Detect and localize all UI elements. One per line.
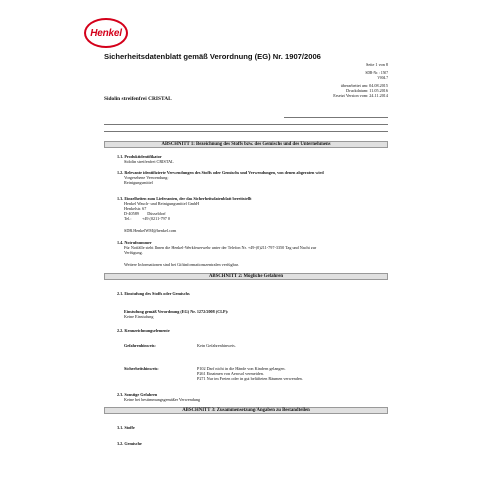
p261-statement: P261 Einatmen von Aerosol vermeiden.	[197, 371, 264, 376]
s13-email: SDB.HenkelWM@henkel.com	[124, 228, 177, 233]
product-name: Sidolin streifenfrei CRISTAL	[104, 96, 172, 102]
signal-value: Kein Gefahrenhinweis.	[197, 343, 236, 348]
henkel-logo	[84, 18, 128, 48]
print-date: Druckdatum: 11.05.2016	[346, 88, 388, 93]
safety-label: Sicherheitshinweis:	[124, 366, 159, 371]
section-2-heading: ABSCHNITT 2: Mögliche Gefahren	[104, 273, 388, 280]
s14-line1: Für Notfälle steht Ihnen die Henkel-Werkfeuerwehr unter der Telefon Nr. +49-(0)211-797-3350 Tag und Nacht zur	[124, 245, 317, 250]
signal-label: Gefahrenhinweis:	[124, 343, 156, 348]
s21-title: 2.1. Einstufung des Stoffs oder Gemischs	[117, 291, 190, 296]
logo-text: Henkel	[90, 27, 122, 39]
s13-line1: Henkel Wasch- und Reinigungsmittel GmbH	[124, 201, 200, 206]
sdb-number: SDB-Nr. : 1507	[365, 71, 388, 75]
s12-line2: Reinigungsmittel	[124, 180, 153, 185]
p271-statement: P271 Nur im Freien oder in gut belüfteten Räumen verwenden.	[197, 376, 303, 381]
s14-line2: Verfügung.	[124, 250, 143, 255]
rule-long-1	[104, 124, 388, 125]
s23-title: 2.3. Sonstige Gefahren	[117, 392, 158, 397]
s11-title: 1.1. Produktidentifikator	[117, 154, 162, 159]
s14-title: 1.4. Notrufnummer	[117, 240, 152, 245]
s31-title: 3.1. Stoffe	[117, 425, 135, 430]
s22-title: 2.2. Kennzeichnungselemente	[117, 328, 170, 333]
s21-sub: Einstufung gemäß Verordnung (EG) Nr. 1272/2008 (CLP):	[124, 309, 229, 314]
s21-value: Keine Einstufung	[124, 314, 154, 319]
section-3-heading: ABSCHNITT 3: Zusammensetzung/Angaben zu Bestandteilen	[104, 407, 388, 414]
page-number: Seite 1 von 8	[366, 62, 388, 67]
section-1-heading: ABSCHNITT 1: Bezeichnung des Stoffs bzw. des Gemischs und des Unternehmens	[104, 141, 388, 148]
s32-title: 3.2. Gemische	[117, 441, 142, 446]
document-title: Sicherheitsdatenblatt gemäß Verordnung (EG) Nr. 1907/2006	[104, 52, 321, 61]
replaces-version: Ersetzt Version vom: 24.11.2014	[333, 93, 388, 98]
s12-title: 1.2. Relevante identifizierte Verwendungen des Stoffs oder Gemischs und Verwendungen, von denen abgeraten wird	[117, 170, 324, 175]
s23-value: Keine bei bestimmungsgemäßer Verwendung	[124, 397, 201, 402]
sdb-version: V004.7	[377, 76, 388, 80]
s13-line4: Tel.: +49 (0211-797 0	[124, 216, 170, 221]
s13-line3: D-40589 Düsseldorf	[124, 211, 166, 216]
rule-long-2	[104, 131, 388, 132]
rule-short	[284, 117, 388, 118]
s11-value: Sidolin streifenfrei CRISTAL	[124, 159, 174, 164]
s14-line3: Weitere Informationen sind bei Giftinformationszentralen verfügbar.	[124, 262, 239, 267]
revised-date: überarbeitet am: 04.08.2015	[340, 83, 388, 88]
s13-title: 1.3. Einzelheiten zum Lieferanten, der das Sicherheitsdatenblatt bereitstellt	[117, 196, 252, 201]
p102-statement: P102 Darf nicht in die Hände von Kindern gelangen.	[197, 366, 286, 371]
s13-line2: Henkelstr. 67	[124, 206, 147, 211]
s12-line1: Vorgesehene Verwendung:	[124, 175, 169, 180]
